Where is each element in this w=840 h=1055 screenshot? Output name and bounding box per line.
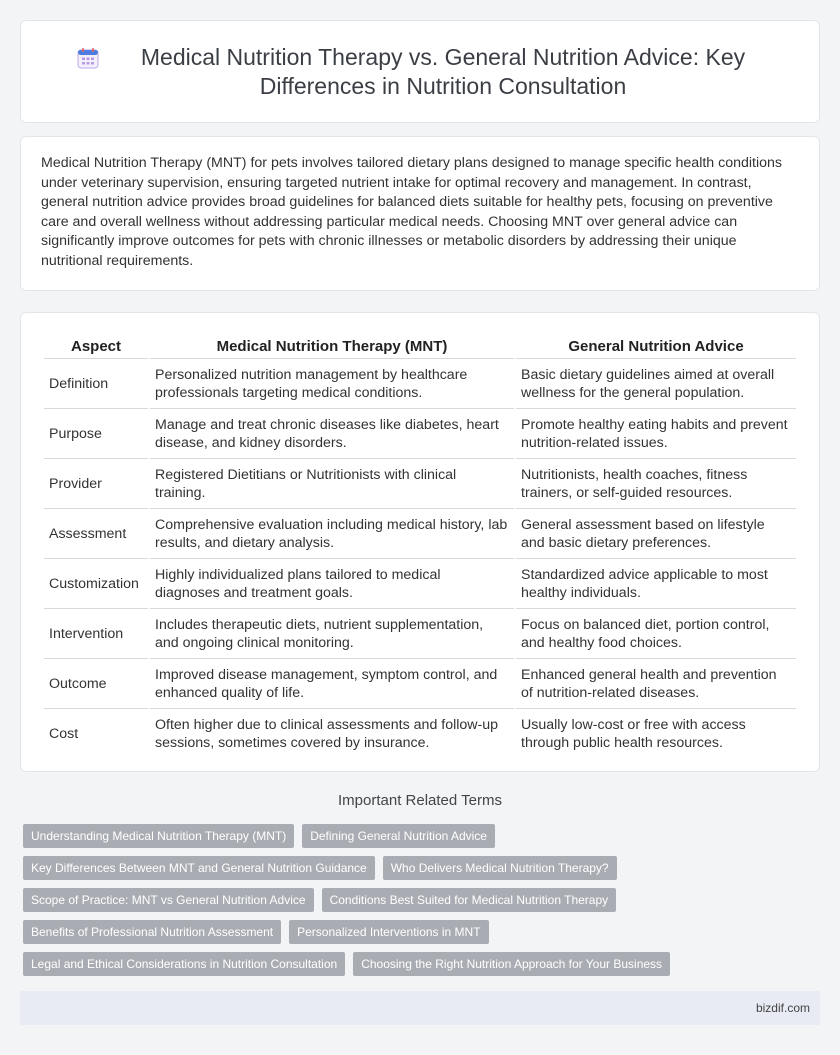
cell-mnt: Manage and treat chronic diseases like diabetes, heart disease, and kidney disorders. <box>150 409 514 459</box>
table-row <box>44 459 796 509</box>
cell-mnt: Highly individualized plans tailored to medical diagnoses and treatment goals. <box>150 559 514 609</box>
intro-paragraph: Medical Nutrition Therapy (MNT) for pets involves tailored dietary plans designed to manage specific health conditions under veterinary supervision, ensuring targeted nutrient intake for optimal recovery and management. In contrast, general nutrition advice provides broad guidelines for balanced diets suitable for healthy pets, focusing on preventive care and overall wellness without addressing particular medical needs. Choosing MNT over general advice can significantly improve outcomes for pets with chronic illnesses or metabolic disorders by addressing their unique nutritional requirements. <box>41 155 783 269</box>
tag-row <box>23 920 823 944</box>
cell-mnt: Comprehensive evaluation including medical history, lab results, and dietary analysis. <box>150 509 514 559</box>
cell-general: Basic dietary guidelines aimed at overall wellness for the general population. <box>516 359 796 409</box>
related-term-link[interactable]: Key Differences Between MNT and General Nutrition Guidance <box>23 856 375 880</box>
calendar-icon <box>77 47 99 69</box>
cell-aspect: Outcome <box>44 659 148 709</box>
comparison-table-card <box>20 312 820 772</box>
table-row <box>44 709 796 758</box>
related-term-link[interactable]: Defining General Nutrition Advice <box>302 824 495 848</box>
cell-mnt: Personalized nutrition management by healthcare professionals targeting medical conditions. <box>150 359 514 409</box>
table-row <box>44 359 796 409</box>
cell-mnt: Improved disease management, symptom control, and enhanced quality of life. <box>150 659 514 709</box>
comparison-table <box>42 333 798 758</box>
related-terms-heading: Important Related Terms <box>338 792 502 809</box>
tag-row <box>23 888 823 912</box>
cell-aspect: Definition <box>44 359 148 409</box>
cell-aspect: Assessment <box>44 509 148 559</box>
related-term-link[interactable]: Personalized Interventions in MNT <box>289 920 488 944</box>
related-term-link[interactable]: Conditions Best Suited for Medical Nutrition Therapy <box>322 888 617 912</box>
cell-aspect: Provider <box>44 459 148 509</box>
page-title: Medical Nutrition Therapy vs. General Nutrition Advice: Key Differences in Nutrition Consultation <box>140 43 746 99</box>
cell-general: Enhanced general health and prevention of nutrition-related diseases. <box>516 659 796 709</box>
footer-bar <box>20 991 820 1025</box>
cell-mnt: Often higher due to clinical assessments and follow-up sessions, sometimes covered by insurance. <box>155 717 499 751</box>
cell-general: General assessment based on lifestyle and basic dietary preferences. <box>516 509 796 559</box>
related-term-link[interactable]: Scope of Practice: MNT vs General Nutrition Advice <box>23 888 314 912</box>
cell-general: Promote healthy eating habits and prevent nutrition-related issues. <box>516 409 796 459</box>
header-mnt: Medical Nutrition Therapy (MNT) <box>150 333 514 359</box>
title-card <box>20 20 820 123</box>
cell-general: Nutritionists, health coaches, fitness trainers, or self-guided resources. <box>516 459 796 509</box>
header-general: General Nutrition Advice <box>516 333 796 359</box>
related-term-link[interactable]: Understanding Medical Nutrition Therapy (MNT) <box>23 824 294 848</box>
table-row <box>44 609 796 659</box>
tag-row <box>23 824 823 848</box>
related-term-link[interactable]: Who Delivers Medical Nutrition Therapy? <box>383 856 617 880</box>
cell-aspect: Cost <box>49 726 79 742</box>
table-row <box>44 659 796 709</box>
cell-mnt: Includes therapeutic diets, nutrient supplementation, and ongoing clinical monitoring. <box>150 609 514 659</box>
cell-general: Focus on balanced diet, portion control, and healthy food choices. <box>516 609 796 659</box>
cell-aspect: Customization <box>44 559 148 609</box>
cell-aspect: Purpose <box>44 409 148 459</box>
intro-card <box>20 136 820 291</box>
related-term-link[interactable]: Choosing the Right Nutrition Approach for Your Business <box>353 952 670 976</box>
related-term-link[interactable]: Benefits of Professional Nutrition Assessment <box>23 920 281 944</box>
title-wrap <box>21 43 819 101</box>
cell-aspect: Intervention <box>44 609 148 659</box>
table-row <box>44 409 796 459</box>
footer-brand[interactable]: bizdif.com <box>755 1001 810 1015</box>
table-header-row <box>44 333 796 359</box>
tag-row <box>23 952 823 976</box>
related-term-link[interactable]: Legal and Ethical Considerations in Nutrition Consultation <box>23 952 345 976</box>
header-aspect: Aspect <box>44 333 148 359</box>
cell-mnt: Registered Dietitians or Nutritionists with clinical training. <box>150 459 514 509</box>
cell-general: Standardized advice applicable to most healthy individuals. <box>516 559 796 609</box>
table-row <box>44 509 796 559</box>
tag-row <box>23 856 823 880</box>
related-terms-tags <box>23 824 823 984</box>
table-row <box>44 559 796 609</box>
cell-general: Usually low-cost or free with access through public health resources. <box>521 717 746 751</box>
